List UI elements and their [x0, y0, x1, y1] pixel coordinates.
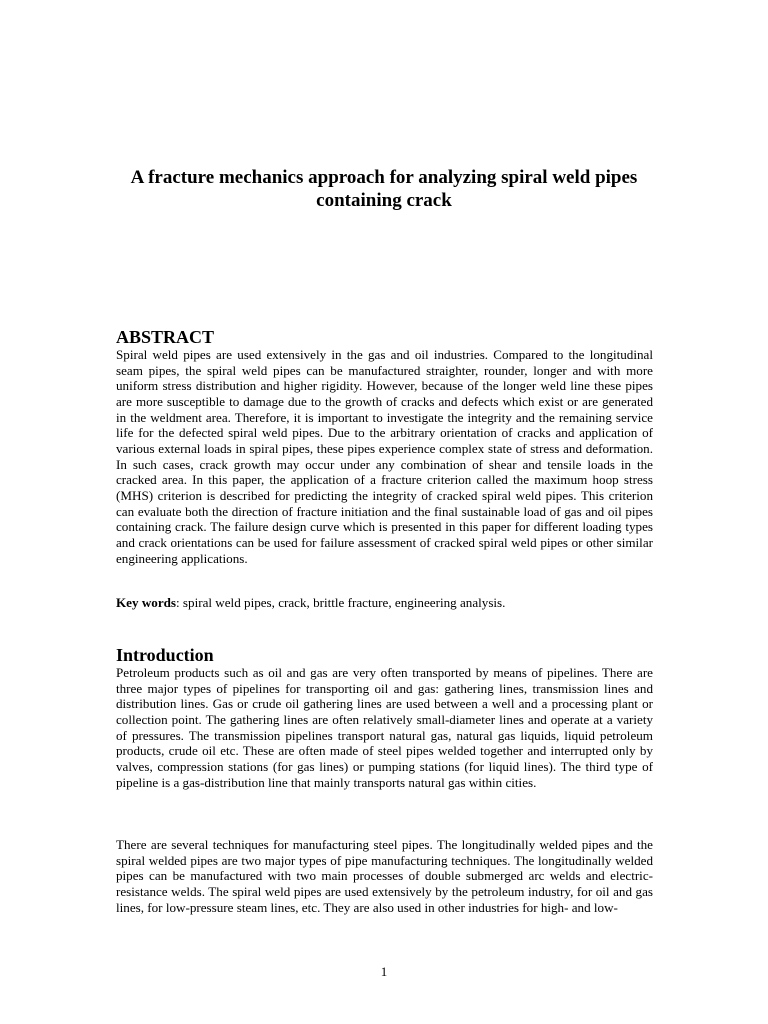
introduction-heading: Introduction	[116, 645, 214, 665]
keywords-text: : spiral weld pipes, crack, brittle fracture, engineering analysis.	[176, 595, 506, 610]
page-number: 1	[380, 964, 388, 979]
keywords-line	[116, 595, 505, 611]
paper-title: A fracture mechanics approach for analyzing spiral weld pipes containing crack	[130, 167, 638, 211]
introduction-paragraph-2: There are several techniques for manufacturing steel pipes. The longitudinally welded pipes and the spiral welded pipes are two major types of pipe manufacturing techniques. The longitudinally welded pipes can be manufactured with two main processes of double submerged arc welds and electric-resistance welds. The spiral weld pipes are used extensively by the petroleum industry, for oil and gas lines, for low-pressure steam lines, etc. They are also used in other industries for high- and low-	[116, 837, 653, 915]
abstract-text: Spiral weld pipes are used extensively in the gas and oil industries. Compared to the longitudinal seam pipes, the spiral weld pipes can be manufactured straighter, rounder, longer and with more uniform stress distribution and higher rigidity. However, because of the longer weld line these pipes are more susceptible to damage due to the growth of cracks and defects which exist or are generated in the weldment area. Therefore, it is important to investigate the integrity and the remaining service life for the defected spiral weld pipes. Due to the arbitrary orientation of cracks and application of various external loads in spiral pipes, these pipes experience complex state of stress and deformation. In such cases, crack growth may occur under any combination of shear and tensile loads in the cracked area. In this paper, the application of a fracture criterion called the maximum hoop stress (MHS) criterion is described for predicting the integrity of cracked spiral weld pipes. This criterion can evaluate both the direction of fracture initiation and the final sustainable load of gas and oil pipes containing crack. The failure design curve which is presented in this paper for different loading types and crack orientations can be used for failure assessment of cracked spiral weld pipes or other similar engineering applications.	[116, 347, 653, 566]
abstract-heading: ABSTRACT	[116, 327, 215, 347]
keywords-label: Key words	[116, 595, 177, 610]
introduction-paragraph-1: Petroleum products such as oil and gas are very often transported by means of pipelines. There are three major types of pipelines for transporting oil and gas: gathering lines, transmission lines and distribution lines. Gas or crude oil gathering lines are used between a well and a processing plant or collection point. The gathering lines are often relatively small-diameter lines and operate at a variety of pressures. The transmission pipelines transport natural gas, natural gas liquids, liquid petroleum products, crude oil etc. These are often made of steel pipes welded together and interrupted only by valves, compression stations (for gas lines) or pumping stations (for liquid lines). The third type of pipeline is a gas-distribution line that mainly transports natural gas within cities.	[116, 665, 653, 790]
